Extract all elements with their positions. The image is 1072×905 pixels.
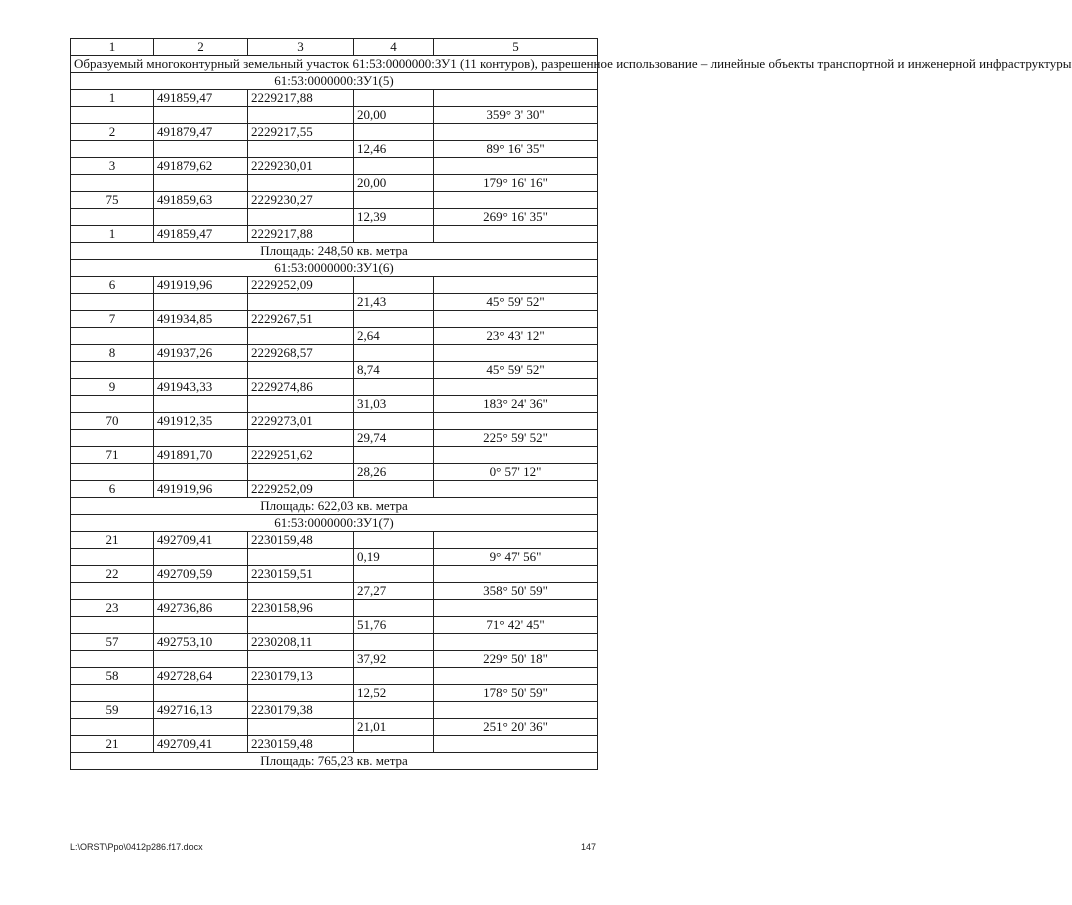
- coord-x: 491879,62: [154, 158, 248, 175]
- direction-angle: 359° 3' 30": [434, 107, 598, 124]
- point-number: 22: [71, 566, 154, 583]
- point-number: 59: [71, 702, 154, 719]
- dist-empty: [354, 226, 434, 243]
- coord-y: 2229274,86: [248, 379, 354, 396]
- segment-row: [71, 107, 598, 124]
- angle-empty: [434, 158, 598, 175]
- segment-distance: 8,74: [354, 362, 434, 379]
- segment-distance: 12,52: [354, 685, 434, 702]
- x-empty: [154, 617, 248, 634]
- y-empty: [248, 294, 354, 311]
- file-path: L:\ORST\Ppo\0412p286.f17.docx: [70, 842, 203, 852]
- point-row: [71, 600, 598, 617]
- segment-row: [71, 430, 598, 447]
- segment-row: [71, 209, 598, 226]
- y-empty: [248, 583, 354, 600]
- angle-empty: [434, 702, 598, 719]
- point-number: 7: [71, 311, 154, 328]
- direction-angle: 183° 24' 36": [434, 396, 598, 413]
- segment-distance: 21,01: [354, 719, 434, 736]
- coord-x: 491859,47: [154, 226, 248, 243]
- point-number: 71: [71, 447, 154, 464]
- coord-y: 2229251,62: [248, 447, 354, 464]
- point-empty: [71, 430, 154, 447]
- segment-row: [71, 583, 598, 600]
- coord-y: 2229268,57: [248, 345, 354, 362]
- point-empty: [71, 209, 154, 226]
- segment-distance: 0,19: [354, 549, 434, 566]
- area-row: [71, 753, 598, 770]
- point-number: 6: [71, 277, 154, 294]
- coord-x: 492716,13: [154, 702, 248, 719]
- angle-empty: [434, 413, 598, 430]
- dist-empty: [354, 311, 434, 328]
- section-area: Площадь: 765,23 кв. метра: [71, 753, 598, 770]
- coord-x: 492709,41: [154, 736, 248, 753]
- point-number: 21: [71, 736, 154, 753]
- dist-empty: [354, 158, 434, 175]
- header-col-2: 2: [154, 39, 248, 56]
- coord-y: 2230159,48: [248, 532, 354, 549]
- x-empty: [154, 209, 248, 226]
- point-empty: [71, 464, 154, 481]
- point-row: [71, 90, 598, 107]
- point-empty: [71, 294, 154, 311]
- direction-angle: 23° 43' 12": [434, 328, 598, 345]
- coord-x: 491879,47: [154, 124, 248, 141]
- point-number: 75: [71, 192, 154, 209]
- point-number: 57: [71, 634, 154, 651]
- coord-y: 2230159,51: [248, 566, 354, 583]
- dist-empty: [354, 532, 434, 549]
- point-number: 6: [71, 481, 154, 498]
- point-number: 70: [71, 413, 154, 430]
- coord-x: 491943,33: [154, 379, 248, 396]
- x-empty: [154, 685, 248, 702]
- angle-empty: [434, 532, 598, 549]
- dist-empty: [354, 345, 434, 362]
- direction-angle: 45° 59' 52": [434, 294, 598, 311]
- coord-y: 2230179,38: [248, 702, 354, 719]
- segment-row: [71, 396, 598, 413]
- y-empty: [248, 685, 354, 702]
- coord-x: 491859,47: [154, 90, 248, 107]
- section-name: 61:53:0000000:ЗУ1(7): [71, 515, 598, 532]
- x-empty: [154, 464, 248, 481]
- direction-angle: 269° 16' 35": [434, 209, 598, 226]
- angle-empty: [434, 124, 598, 141]
- point-number: 1: [71, 226, 154, 243]
- segment-distance: 12,39: [354, 209, 434, 226]
- angle-empty: [434, 277, 598, 294]
- x-empty: [154, 430, 248, 447]
- angle-empty: [434, 634, 598, 651]
- point-empty: [71, 651, 154, 668]
- coord-x: 491919,96: [154, 277, 248, 294]
- y-empty: [248, 107, 354, 124]
- coord-y: 2229267,51: [248, 311, 354, 328]
- coord-x: 492736,86: [154, 600, 248, 617]
- point-row: [71, 124, 598, 141]
- angle-empty: [434, 600, 598, 617]
- point-number: 8: [71, 345, 154, 362]
- direction-angle: 229° 50' 18": [434, 651, 598, 668]
- point-row: [71, 668, 598, 685]
- point-empty: [71, 583, 154, 600]
- x-empty: [154, 141, 248, 158]
- y-empty: [248, 362, 354, 379]
- point-row: [71, 277, 598, 294]
- angle-empty: [434, 345, 598, 362]
- coord-x: 491891,70: [154, 447, 248, 464]
- direction-angle: 45° 59' 52": [434, 362, 598, 379]
- x-empty: [154, 396, 248, 413]
- y-empty: [248, 396, 354, 413]
- y-empty: [248, 430, 354, 447]
- point-number: 21: [71, 532, 154, 549]
- coordinates-table: [70, 38, 1072, 770]
- point-number: 3: [71, 158, 154, 175]
- angle-empty: [434, 566, 598, 583]
- coord-y: 2229230,01: [248, 158, 354, 175]
- y-empty: [248, 175, 354, 192]
- coord-y: 2230208,11: [248, 634, 354, 651]
- point-row: [71, 226, 598, 243]
- header-col-4: 4: [354, 39, 434, 56]
- dist-empty: [354, 634, 434, 651]
- coord-x: 491934,85: [154, 311, 248, 328]
- direction-angle: 225° 59' 52": [434, 430, 598, 447]
- point-row: [71, 447, 598, 464]
- dist-empty: [354, 277, 434, 294]
- direction-angle: 178° 50' 59": [434, 685, 598, 702]
- direction-angle: 71° 42' 45": [434, 617, 598, 634]
- area-row: [71, 498, 598, 515]
- x-empty: [154, 328, 248, 345]
- point-row: [71, 158, 598, 175]
- dist-empty: [354, 90, 434, 107]
- dist-empty: [354, 668, 434, 685]
- coord-y: 2229217,88: [248, 90, 354, 107]
- segment-distance: 2,64: [354, 328, 434, 345]
- segment-distance: 37,92: [354, 651, 434, 668]
- coord-x: 491859,63: [154, 192, 248, 209]
- coord-y: 2229252,09: [248, 481, 354, 498]
- segment-row: [71, 294, 598, 311]
- y-empty: [248, 549, 354, 566]
- point-number: 58: [71, 668, 154, 685]
- segment-row: [71, 328, 598, 345]
- segment-row: [71, 685, 598, 702]
- coord-y: 2229217,88: [248, 226, 354, 243]
- point-number: 23: [71, 600, 154, 617]
- segment-distance: 51,76: [354, 617, 434, 634]
- x-empty: [154, 719, 248, 736]
- point-number: 9: [71, 379, 154, 396]
- coord-x: 492753,10: [154, 634, 248, 651]
- segment-row: [71, 719, 598, 736]
- angle-empty: [434, 379, 598, 396]
- x-empty: [154, 294, 248, 311]
- segment-distance: 27,27: [354, 583, 434, 600]
- area-row: [71, 243, 598, 260]
- direction-angle: 251° 20' 36": [434, 719, 598, 736]
- dist-empty: [354, 413, 434, 430]
- section-header-row: [71, 73, 598, 90]
- segment-row: [71, 617, 598, 634]
- coord-x: 491937,26: [154, 345, 248, 362]
- segment-row: [71, 549, 598, 566]
- y-empty: [248, 328, 354, 345]
- angle-empty: [434, 311, 598, 328]
- direction-angle: 0° 57' 12": [434, 464, 598, 481]
- point-empty: [71, 107, 154, 124]
- segment-distance: 28,26: [354, 464, 434, 481]
- page-number: 147: [580, 842, 596, 852]
- x-empty: [154, 583, 248, 600]
- dist-empty: [354, 481, 434, 498]
- x-empty: [154, 362, 248, 379]
- point-row: [71, 702, 598, 719]
- segment-distance: 20,00: [354, 175, 434, 192]
- section-header-row: [71, 260, 598, 277]
- coord-y: 2230179,13: [248, 668, 354, 685]
- parcel-title: Образуемый многоконтурный земельный участок 61:53:0000000:ЗУ1 (11 контуров), разрешенное использование – линейные объекты транспортной и инженерной инфраструктуры: [71, 56, 598, 73]
- dist-empty: [354, 192, 434, 209]
- direction-angle: 358° 50' 59": [434, 583, 598, 600]
- point-row: [71, 413, 598, 430]
- point-row: [71, 379, 598, 396]
- coord-x: 492728,64: [154, 668, 248, 685]
- point-row: [71, 311, 598, 328]
- header-row: [71, 39, 598, 56]
- segment-row: [71, 175, 598, 192]
- point-empty: [71, 175, 154, 192]
- segment-distance: 12,46: [354, 141, 434, 158]
- point-row: [71, 192, 598, 209]
- section-header-row: [71, 515, 598, 532]
- segment-row: [71, 464, 598, 481]
- angle-empty: [434, 90, 598, 107]
- segment-row: [71, 651, 598, 668]
- coordinates-table-body: [71, 39, 1072, 770]
- segment-distance: 29,74: [354, 430, 434, 447]
- header-col-3: 3: [248, 39, 354, 56]
- point-row: [71, 736, 598, 753]
- x-empty: [154, 651, 248, 668]
- dist-empty: [354, 124, 434, 141]
- segment-distance: 31,03: [354, 396, 434, 413]
- angle-empty: [434, 192, 598, 209]
- coord-y: 2230159,48: [248, 736, 354, 753]
- coord-x: 491919,96: [154, 481, 248, 498]
- title-row: [71, 56, 598, 73]
- point-row: [71, 345, 598, 362]
- section-name: 61:53:0000000:ЗУ1(6): [71, 260, 598, 277]
- y-empty: [248, 719, 354, 736]
- direction-angle: 9° 47' 56": [434, 549, 598, 566]
- point-empty: [71, 141, 154, 158]
- coord-x: 492709,59: [154, 566, 248, 583]
- point-row: [71, 634, 598, 651]
- coord-x: 492709,41: [154, 532, 248, 549]
- coord-y: 2229217,55: [248, 124, 354, 141]
- point-empty: [71, 617, 154, 634]
- x-empty: [154, 175, 248, 192]
- dist-empty: [354, 736, 434, 753]
- header-col-5: 5: [434, 39, 598, 56]
- y-empty: [248, 141, 354, 158]
- y-empty: [248, 617, 354, 634]
- coord-y: 2229252,09: [248, 277, 354, 294]
- coord-y: 2229230,27: [248, 192, 354, 209]
- dist-empty: [354, 379, 434, 396]
- point-number: 2: [71, 124, 154, 141]
- point-row: [71, 566, 598, 583]
- section-area: Площадь: 248,50 кв. метра: [71, 243, 598, 260]
- coord-x: 491912,35: [154, 413, 248, 430]
- segment-row: [71, 362, 598, 379]
- dist-empty: [354, 600, 434, 617]
- angle-empty: [434, 736, 598, 753]
- coord-y: 2230158,96: [248, 600, 354, 617]
- segment-distance: 20,00: [354, 107, 434, 124]
- angle-empty: [434, 226, 598, 243]
- y-empty: [248, 651, 354, 668]
- angle-empty: [434, 447, 598, 464]
- point-empty: [71, 719, 154, 736]
- x-empty: [154, 107, 248, 124]
- point-row: [71, 481, 598, 498]
- angle-empty: [434, 668, 598, 685]
- direction-angle: 179° 16' 16": [434, 175, 598, 192]
- y-empty: [248, 464, 354, 481]
- angle-empty: [434, 481, 598, 498]
- point-empty: [71, 396, 154, 413]
- segment-distance: 21,43: [354, 294, 434, 311]
- dist-empty: [354, 566, 434, 583]
- point-empty: [71, 549, 154, 566]
- point-row: [71, 532, 598, 549]
- section-name: 61:53:0000000:ЗУ1(5): [71, 73, 598, 90]
- direction-angle: 89° 16' 35": [434, 141, 598, 158]
- section-area: Площадь: 622,03 кв. метра: [71, 498, 598, 515]
- coord-y: 2229273,01: [248, 413, 354, 430]
- point-empty: [71, 362, 154, 379]
- point-empty: [71, 328, 154, 345]
- point-empty: [71, 685, 154, 702]
- x-empty: [154, 549, 248, 566]
- segment-row: [71, 141, 598, 158]
- y-empty: [248, 209, 354, 226]
- dist-empty: [354, 702, 434, 719]
- point-number: 1: [71, 90, 154, 107]
- dist-empty: [354, 447, 434, 464]
- header-col-1: 1: [71, 39, 154, 56]
